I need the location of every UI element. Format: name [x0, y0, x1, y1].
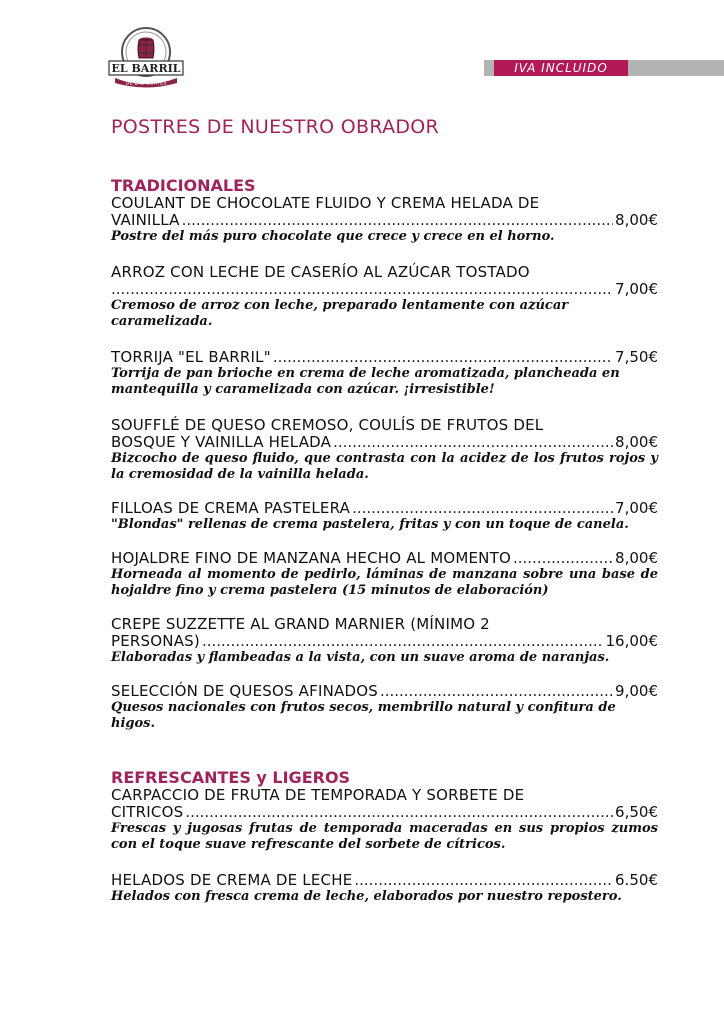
item-description: "Blondas" rellenas de crema pastelera, fritas y con un toque de canela. — [111, 517, 629, 532]
item-price-line — [111, 212, 658, 229]
item-name-end: VAINILLA — [111, 211, 180, 229]
dot-leader — [202, 633, 604, 650]
item-description: Torrija de pan brioche en crema de leche aromatizada, plancheada en mantequilla y caramelizada con azúcar. ¡irresistible! — [111, 366, 620, 397]
item-name-end: PERSONAS) — [111, 632, 200, 650]
item-description: Horneada al momento de pedirlo, láminas de manzana sobre una base de hojaldre fino y crema pastelera (15 minutos de elaboración) — [111, 567, 658, 598]
item-name: SELECCIÓN DE QUESOS AFINADOS — [111, 682, 378, 700]
item-price: 7,00€ — [615, 499, 658, 517]
menu-item — [111, 616, 658, 666]
item-description: Bizcocho de queso fluido, que contrasta con la acidez de los frutos rojos y la cremosidad de la vainilla helada. — [111, 451, 658, 482]
item-price-line — [111, 349, 658, 366]
dot-leader — [111, 281, 613, 298]
item-name: HELADOS DE CREMA DE LECHE — [111, 871, 353, 889]
iva-banner — [484, 60, 724, 76]
item-description: Frescas y jugosas frutas de temporada maceradas en sus propios zumos con el toque suave refrescante del sorbete de cítricos. — [111, 821, 658, 852]
dot-leader — [354, 872, 613, 889]
item-price-line — [111, 550, 658, 567]
menu-item — [111, 349, 658, 398]
item-price: 7,00€ — [615, 280, 658, 298]
item-price-line — [111, 804, 658, 821]
item-price: 8,00€ — [615, 211, 658, 229]
item-price: 8,00€ — [615, 549, 658, 567]
iva-label: IVA INCLUIDO — [494, 60, 628, 76]
item-description: Elaboradas y flambeadas a la vista, con un suave aroma de naranjas. — [111, 650, 610, 665]
menu-item — [111, 872, 658, 905]
item-name-end: BOSQUE Y VAINILLA HELADA — [111, 433, 332, 451]
item-price: 7,50€ — [615, 348, 658, 366]
item-price: 9,00€ — [615, 682, 658, 700]
dot-leader — [273, 349, 613, 366]
item-name: CREPE SUZZETTE AL GRAND MARNIER (MÍNIMO 2 — [111, 615, 490, 633]
item-name-end: CITRICOS — [111, 803, 184, 821]
menu-item — [111, 500, 658, 533]
item-price-line — [111, 500, 658, 517]
dot-leader — [182, 212, 613, 229]
item-description: Quesos nacionales con frutos secos, membrillo natural y confitura de higos. — [111, 700, 616, 731]
item-price-line — [111, 434, 658, 451]
item-name: COULANT DE CHOCOLATE FLUIDO Y CREMA HELADA DE — [111, 194, 540, 212]
item-price: 6.50€ — [615, 871, 658, 889]
svg-text:EL BARRIL: EL BARRIL — [111, 62, 181, 75]
page-title: POSTRES DE NUESTRO OBRADOR — [111, 116, 440, 138]
dot-leader — [333, 434, 613, 451]
menu-item — [111, 417, 658, 483]
barrel-icon — [138, 38, 154, 59]
item-name: CARPACCIO DE FRUTA DE TEMPORADA Y SORBETE DE — [111, 786, 525, 804]
item-price: 16,00€ — [605, 632, 658, 650]
item-description: Cremoso de arroz con leche, preparado lentamente con azúcar caramelizada. — [111, 298, 569, 329]
item-price-line — [111, 683, 658, 700]
item-price: 6,50€ — [615, 803, 658, 821]
item-price-line — [111, 281, 658, 298]
dot-leader — [513, 550, 613, 567]
menu-item — [111, 195, 658, 245]
menu-content — [111, 176, 658, 905]
item-description: Helados con fresca crema de leche, elaborados por nuestro repostero. — [111, 889, 622, 904]
item-name: TORRIJA "EL BARRIL" — [111, 348, 271, 366]
section-title-refrescantes: REFRESCANTES y LIGEROS — [111, 768, 351, 787]
svg-text:DE LAS CORTES: DE LAS CORTES — [125, 80, 167, 87]
dot-leader — [185, 804, 613, 821]
section-title-tradicionales: TRADICIONALES — [111, 176, 256, 195]
item-name: ARROZ CON LECHE DE CASERÍO AL AZÚCAR TOSTADO — [111, 263, 530, 281]
restaurant-logo — [107, 26, 185, 88]
item-name: HOJALDRE FINO DE MANZANA HECHO AL MOMENTO — [111, 549, 511, 567]
item-name: SOUFFLÉ DE QUESO CREMOSO, COULÍS DE FRUTOS DEL — [111, 416, 544, 434]
menu-item — [111, 264, 658, 330]
dot-leader — [380, 683, 613, 700]
item-name: FILLOAS DE CREMA PASTELERA — [111, 499, 351, 517]
menu-item — [111, 683, 658, 732]
dot-leader — [352, 500, 613, 517]
menu-item — [111, 787, 658, 853]
item-description: Postre del más puro chocolate que crece y crece en el horno. — [111, 229, 555, 244]
item-price-line — [111, 633, 658, 650]
menu-item — [111, 550, 658, 599]
item-price: 8,00€ — [615, 433, 658, 451]
item-price-line — [111, 872, 658, 889]
